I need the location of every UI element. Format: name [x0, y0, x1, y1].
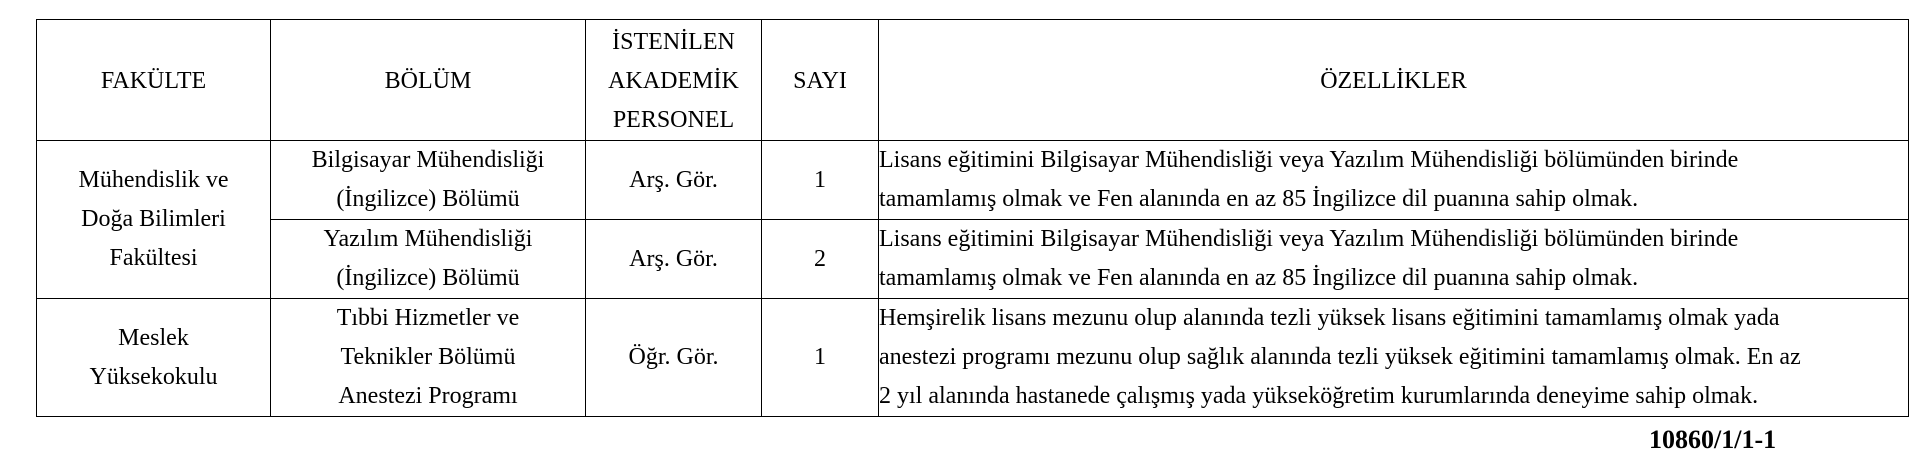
faculty-cell	[37, 141, 271, 299]
count-cell: 1	[762, 299, 879, 417]
department-cell	[271, 141, 586, 220]
staff-cell: Öğr. Gör.	[586, 299, 762, 417]
recruitment-table	[36, 19, 1909, 417]
requirements-cell	[879, 141, 1909, 220]
faculty-line: Meslek	[118, 324, 189, 351]
header-row	[37, 20, 1909, 141]
header-requirements: ÖZELLİKLER	[879, 20, 1909, 141]
count-cell: 2	[762, 220, 879, 299]
requirement-line: Lisans eğitimini Bilgisayar Mühendisliği veya Yazılım Mühendisliği bölümünden birinde	[879, 226, 1739, 252]
faculty-line: Doğa Bilimleri	[81, 206, 226, 232]
faculty-line: Mühendislik ve	[78, 167, 229, 193]
reference-code: 10860/1/1-1	[1649, 425, 1777, 454]
table-row	[37, 299, 1909, 417]
department-line: Yazılım Mühendisliği	[323, 226, 533, 252]
department-line: (İngilizce) Bölümü	[336, 265, 520, 291]
header-faculty: FAKÜLTE	[37, 20, 271, 141]
requirements-cell	[879, 299, 1909, 417]
requirements-cell	[879, 220, 1909, 299]
requirement-line: tamamlamış olmak ve Fen alanında en az 85 İngilizce dil puanına sahip olmak.	[879, 186, 1639, 212]
faculty-cell	[37, 299, 271, 417]
count-cell: 1	[762, 141, 879, 220]
staff-cell: Arş. Gör.	[586, 141, 762, 220]
department-cell	[271, 220, 586, 299]
department-line: Anestezi Programı	[338, 383, 518, 409]
header-staff-line-2: AKADEMİK	[608, 67, 739, 94]
department-line: Bilgisayar Mühendisliği	[311, 147, 545, 173]
staff-cell: Arş. Gör.	[586, 220, 762, 299]
faculty-line: Yüksekokulu	[89, 363, 218, 390]
header-staff-line-1: İSTENİLEN	[612, 28, 735, 55]
department-line: (İngilizce) Bölümü	[336, 186, 520, 212]
header-requested-staff	[586, 20, 762, 141]
requirement-line: tamamlamış olmak ve Fen alanında en az 85 İngilizce dil puanına sahip olmak.	[879, 265, 1639, 291]
department-line: Tıbbi Hizmetler ve	[336, 305, 520, 331]
faculty-line: Fakültesi	[109, 245, 198, 271]
header-count: SAYI	[762, 20, 879, 141]
requirement-line: Lisans eğitimini Bilgisayar Mühendisliği veya Yazılım Mühendisliği bölümünden birinde	[879, 147, 1739, 173]
department-cell	[271, 299, 586, 417]
header-department: BÖLÜM	[271, 20, 586, 141]
requirement-line: anestezi programı mezunu olup sağlık alanında tezli yüksek eğitimini tamamlamış olmak. En az	[879, 344, 1801, 370]
table-row	[37, 220, 1909, 299]
table-row	[37, 141, 1909, 220]
department-line: Teknikler Bölümü	[340, 344, 516, 370]
requirement-line: Hemşirelik lisans mezunu olup alanında tezli yüksek lisans eğitimini tamamlamış olmak yada	[879, 305, 1780, 331]
header-staff-line-3: PERSONEL	[612, 106, 735, 133]
requirement-line: 2 yıl alanında hastanede çalışmış yada yükseköğretim kurumlarında deneyime sahip olmak.	[879, 383, 1759, 409]
